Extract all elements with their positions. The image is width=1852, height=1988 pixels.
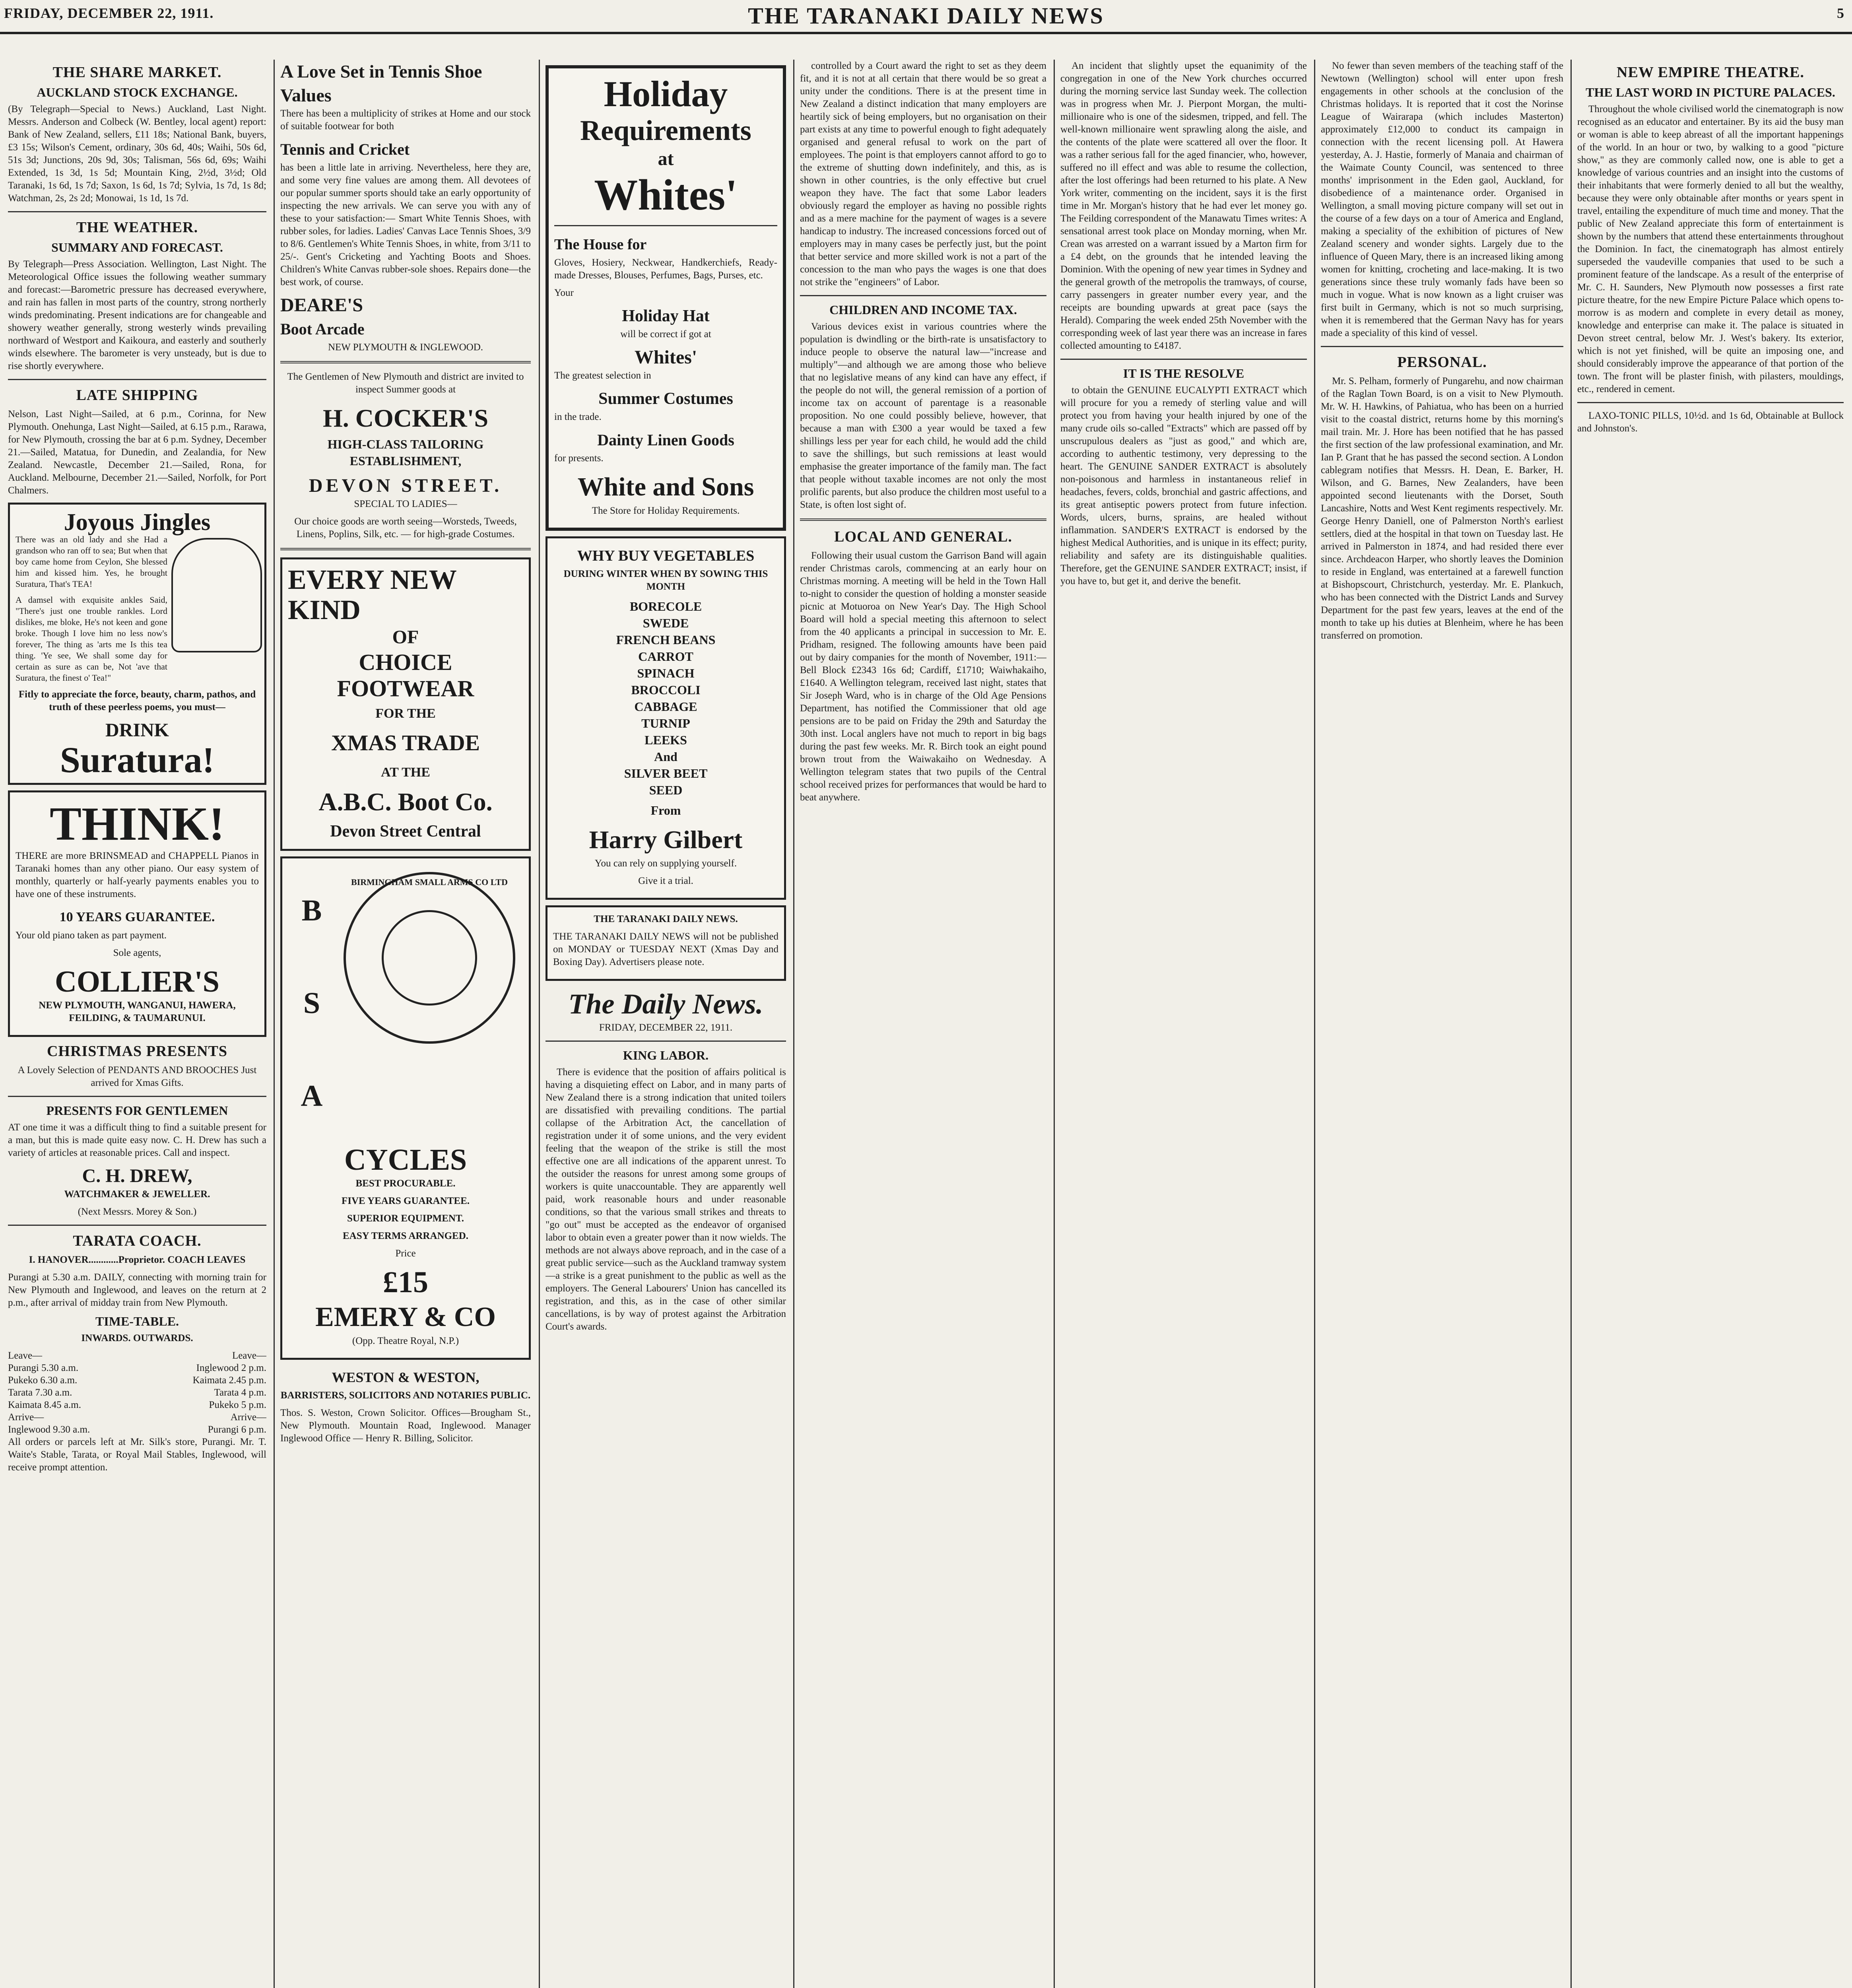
masthead-page-number: 5	[1837, 5, 1844, 21]
personal-text: Mr. S. Pelham, formerly of Pungarehu, and now chairman of the Raglan Town Board, is on a visit to New Plymouth. Mr. W. H. Hawkins, of Pahiatua, who has been on a hurried visit to the coastal district, returns home by this morning's mail train. Mr. J. Hore has been notified that he has passed the first section of the law professional examination, and Mr. Ian P. Grant that he has passed the second section. A London cablegram notifies that Messrs. H. Dean, E. Barker, H. Wilson, and G. Barnes, New Zealanders, have been appointed second lieutenants with the Dorset, South Lancashire, Notts and West Kent regiments respectively. Mr. George Henry Daniell, one of Palmerston North's earliest settlers, died at the hospital in that town on Tuesday last. He arrived in Palmerston in 1874, and had resided there ever since. Archdeacon Harper, who shortly leaves the Dominion to reside in England, was entertained at a farewell function at Bishopscourt, Christchurch, yesterday. Mr. E. Plankuch, who has been connected with the District Lands and Survey Department for the past few years, leaves at the end of the month to take up his duties at Blenheim, where he has been transferred on promotion.	[1321, 376, 1563, 641]
list-item: SPINACH	[637, 666, 695, 680]
list-item: CARROT	[638, 649, 693, 664]
whites-name: Whites'	[594, 171, 738, 219]
share-market-heading: THE SHARE MARKET.	[52, 64, 222, 81]
editorial-continued: controlled by a Court award the right to set as they deem fit, and it is not at all certain that there would be so great a unity under the conditions. There is at the present time in New Zealand a distinct indication that many employers are heartily sick of being employers, but no organisation on their part exists at any time to powerful enough to fight adequately organised and general refusal to work on the part of employees. The point is that employers cannot afford to go to the extreme of shutting down indefinitely, and this, as is shown in other countries, is the only effective but cruel weapon they have. The fact that some Labor leaders obviously regard the employer as having no possible rights and as a mere machine for the payment of wages is a severe handicap to industry. The increased concessions forced out of employers may in many cases be perfectly just, but the point that better service and more skilled work is not a part of the concession to the man who pays the wages is one that does not strike the "engineers" of Labor.	[800, 60, 1046, 287]
column-7	[1577, 60, 1844, 1988]
children-income-heading: CHILDREN AND INCOME TAX.	[829, 303, 1017, 317]
jingles-verse-3: Fitly to appreciate the force, beauty, charm, pathos, and truth of these peerless poems, you must—	[18, 689, 256, 712]
daily-news-title: The Daily News.	[568, 988, 763, 1020]
boot-devon: Devon Street Central	[330, 822, 481, 841]
bsa-letter: S	[303, 986, 320, 1020]
notice-text: THE TARANAKI DAILY NEWS will not be published on MONDAY or TUESDAY NEXT (Xmas Day and Boxing Day). Advertisers please note.	[553, 931, 778, 967]
gentlemen-text: AT one time it was a difficult thing to find a suitable present for a man, but this is made quite easy now. C. H. Drew has such a variety of articles at reasonable prices. Call and inspect.	[8, 1122, 266, 1158]
column-1	[8, 60, 266, 1988]
column-6	[1321, 60, 1563, 1988]
masthead-date: FRIDAY, DECEMBER 22, 1911.	[4, 5, 214, 21]
list-item: SEED	[649, 783, 683, 797]
theatre-text: Throughout the whole civilised world the cinematograph is now recognised as an educator and entertainer. By its aid the busy man or woman is able to keep abreast of all the important happenings of the world. In an hour or two, by walking to a good "picture show," as they are commonly called now, one is able to get a knowledge of various countries and an insight into the customs of their inhabitants that were formerly denied to all but the wealthy, because they were only obtainable after months or years spent in travel, entailing the expenditure of much time and money. That the public of New Zealand appreciate this form of entertainment is shown by the numbers that attend these entertainments throughout the Dominion. In fact, the cinematograph has almost entirely superseded the vaudeville companies that used to be such a prominent feature of the landscape. As a result of the enterprise of Mr. C. H. Saunders, New Plymouth now possesses a first rate picture theatre, for the new Empire Picture Palace which opens to-morrow is as modern and complete in every detail as money, knowledge and enterprise can make it. The palace is situated in Devon street central, below Mr. J. West's bakery. Its exterior, which is not yet finished, will be quite an imposing one, and should considerably improve the appearance of that portion of the town. The front will be plaster finish, with pilasters, mouldings, etc., rendered in cement.	[1577, 104, 1844, 394]
jingles-heading: Joyous Jingles	[64, 509, 211, 535]
list-item: CABBAGE	[634, 699, 697, 714]
divider	[8, 1225, 266, 1226]
think-text: THERE are more BRINSMEAD and CHAPPELL Pianos in Taranaki homes than any other piano. Our easy system of monthly, quarterly or half-yearly payments enables you to have one of these instruments.	[16, 850, 259, 899]
from-label: From	[650, 803, 681, 817]
emery-name: EMERY & CO	[315, 1302, 496, 1332]
think-heading: THINK!	[49, 797, 225, 850]
shipping-heading: LATE SHIPPING	[76, 387, 198, 404]
notice-box	[546, 905, 786, 981]
bsa-terms: EASY TERMS ARRANGED.	[342, 1231, 469, 1241]
weston-text: Thos. S. Weston, Crown Solicitor. Offices—Brougham St., New Plymouth. Mountain Road, Inglewood. Manager Inglewood Office — Henry R. Billing, Solicitor.	[280, 1408, 531, 1444]
drew-name: C. H. DREW,	[82, 1165, 192, 1186]
bsa-advert	[280, 856, 531, 1360]
list-item: BROCCOLI	[631, 683, 701, 697]
jingles-verse-2: A damsel with exquisite ankles Said, "There's just one trouble rankles. Lord dislikes, me bloke, He's not keen and gone broke. Though I love him no less now's forever, The thing as 'arts me Is this tea thing. 'Ye see, We shall some day for certain as sure as can be, Not 'ave that Suratura, the finest o' Tea!"	[16, 595, 167, 683]
theatre-heading: NEW EMPIRE THEATRE.	[1617, 64, 1804, 81]
tennis-cricket-heading: Tennis and Cricket	[280, 140, 410, 158]
share-market-text: (By Telegraph—Special to News.) Auckland, Last Night. Messrs. Anderson and Colbeck (W. Bentley, local agent) report: Bank of New Zealand, sellers, £11 18s; National Bank, buyers, £3 15s; Wilson's Cement, ordinary, 30s 6d, 40s; Waihi, 50s 6d, 51s 3d; Junctions, 20s 9d, 30s; Talisman, 56s 6d, 69s; Waihi Extended, 1s 3d, 1s 5d; Mountain King, 2½d, 3½d; Old Taranaki, 1s 6d, 1s 7d; Saxon, 1s 6d, 1s 7d; Sylvia, 1s 7d, 1s 8d; Watchman, 2s, 2s 2d; Monowai, 1s 1d, 1s 7d.	[8, 104, 266, 204]
king-labor-heading: KING LABOR.	[623, 1048, 709, 1062]
timetable-row: Kaimata 8.45 a.m. Pukeko 5 p.m.	[8, 1400, 266, 1410]
boot-xmas: XMAS TRADE	[331, 731, 480, 755]
weather-subheading: SUMMARY AND FORECAST.	[51, 240, 223, 254]
boot-for: FOR THE	[375, 706, 436, 721]
gentlemen-heading: PRESENTS FOR GENTLEMEN	[46, 1103, 228, 1118]
whites-advert	[546, 65, 786, 531]
gilbert-text: You can rely on supplying yourself.	[594, 858, 737, 869]
share-market-subheading: AUCKLAND STOCK EXCHANGE.	[37, 85, 238, 99]
whites-name-2: Whites'	[634, 347, 697, 368]
boot-heading: EVERY NEW KIND	[288, 565, 456, 625]
coach-heading: TARATA COACH.	[73, 1233, 202, 1249]
white-and-sons: White and Sons	[577, 472, 754, 501]
house-text: Gloves, Hosiery, Neckwear, Handkerchiefs, Ready-made Dresses, Blouses, Perfumes, Bags, Purses, etc.	[554, 257, 777, 281]
veg-list	[553, 598, 778, 798]
cocker-ladies-heading: SPECIAL TO LADIES—	[354, 499, 457, 509]
local-general-heading: LOCAL AND GENERAL.	[834, 528, 1012, 545]
personal-heading: PERSONAL.	[1397, 354, 1487, 371]
holiday-hat: Holiday Hat	[622, 307, 710, 325]
deare-address: NEW PLYMOUTH & INGLEWOOD.	[328, 342, 483, 353]
weston-name: WESTON & WESTON,	[332, 1369, 480, 1385]
coach-footer: All orders or parcels left at Mr. Silk's store, Purangi. Mr. T. Waite's Stable, Tarata, or Royal Mail Stables, Inglewood, will receive prompt attention.	[8, 1437, 266, 1473]
theatre-subheading: THE LAST WORD IN PICTURE PALACES.	[1586, 85, 1835, 99]
news-items: An incident that slightly upset the equanimity of the congregation in one of the New York churches occurred during the morning service last Sunday week. The collection was in progress when Mr. J. Pierpont Morgan, the multi-millionaire who is one of the sidesmen, tripped, and fell. The well-known millionaire went sprawling along the aisle, and the contents of the plate were scattered all over the floor. It was a rather serious fall for the aged financier, who, however, suffered no ill effect and was able to resume the collection, after the lost offerings had been returned to his plate. A New York writer, commenting on the incident, says it is the first time in Mr. Morgan's history that he had ever let money go. The Feilding correspondent of the Manawatu Times writes: A sensational arrest took place on Monday morning, when Mr. Crean was arrested on a warrant issued by a Marton firm for a £4 debt, on the grounds that he intended leaving the Dominion. With the opening of new year times in Sydney and the general growth of the metropolis the tramways, of course, carry passengers in greater number every year, and the receipts are bounding upwards at great pace (says the Herald). Comparing the week ended 25th November with the corresponding week of last year there was an increase in fares collected amounting to £4187.	[1060, 60, 1307, 351]
timetable-heading: TIME-TABLE.	[95, 1314, 179, 1328]
list-item: SWEDE	[643, 616, 689, 630]
bsa-cycles: CYCLES	[344, 1143, 467, 1176]
list-item: BORECOLE	[629, 599, 702, 613]
divider	[8, 211, 266, 212]
timetable-row: Leave— Leave—	[8, 1350, 266, 1361]
list-item: SILVER BEET	[624, 766, 708, 780]
list-item: FRENCH BEANS	[616, 633, 716, 647]
hat-text: will be correct if got at	[620, 329, 711, 340]
divider	[8, 379, 266, 380]
guarantee-label: 10 YEARS GUARANTEE.	[59, 910, 215, 924]
gilbert-trial: Give it a trial.	[638, 876, 693, 886]
timetable-row: Pukeko 6.30 a.m. Kaimata 2.45 p.m.	[8, 1375, 266, 1386]
coach-proprietor: I. HANOVER............Proprietor. COACH LEAVES	[29, 1254, 246, 1265]
list-item: TURNIP	[641, 716, 690, 730]
weather-heading: THE WEATHER.	[76, 219, 198, 236]
cocker-subheading: HIGH-CLASS TAILORING ESTABLISHMENT,	[327, 437, 484, 468]
whites-at: at	[658, 148, 674, 169]
think-text-2: Your old piano taken as part payment.	[16, 930, 167, 941]
column-rule	[539, 60, 540, 1988]
colliers-advert	[8, 790, 266, 1037]
list-item: And	[654, 749, 678, 764]
column-rule	[1314, 60, 1315, 1988]
cocker-intro: The Gentlemen of New Plymouth and district are invited to inspect Summer goods at	[287, 371, 524, 395]
cocker-heading: H. COCKER'S	[322, 404, 489, 432]
weather-text: By Telegraph—Press Association. Wellington, Last Night. The Meteorological Office issues the following weather summary and forecast:—Barometric pressure has decreased everywhere, and rain has fallen in most parts of the country, strong northerly winds predominating. Present indications are for changeable and showery weather generally, strong westerly winds prevailing northward of Westport and Kaikoura, and easterly and southerly winds elsewhere. The barometer is very unsteady, but is due to rise shortly everywhere.	[8, 259, 266, 371]
column-2	[280, 60, 531, 1988]
timetable-columns: INWARDS. OUTWARDS.	[81, 1333, 193, 1343]
column-3	[546, 60, 786, 1988]
column-rule	[274, 60, 275, 1988]
dainty-text: for presents.	[554, 453, 604, 464]
divider	[280, 361, 531, 363]
column-rule	[793, 60, 794, 1988]
bsa-logo-ring-text: BIRMINGHAM SMALL ARMS CO LTD	[351, 877, 508, 887]
list-item: LEEKS	[645, 733, 687, 747]
coach-text: Purangi at 5.30 a.m. DAILY, connecting with morning train for New Plymouth and Inglewood, and leaves on the return at 2 p.m., after arrival of midday train from New Plymouth.	[8, 1272, 266, 1308]
cocker-street: DEVON STREET.	[309, 475, 503, 496]
bsa-logo	[344, 872, 515, 1044]
colliers-address: NEW PLYMOUTH, WANGANUI, HAWERA, FEILDING, & TAUMARUNUI.	[39, 1000, 236, 1023]
gilbert-advert	[546, 536, 786, 900]
bsa-price-label: Price	[395, 1248, 416, 1259]
column-rule	[1571, 60, 1572, 1988]
timetable-row: Tarata 7.30 a.m. Tarata 4 p.m.	[8, 1387, 266, 1398]
bsa-best: BEST PROCURABLE.	[355, 1178, 456, 1189]
boot-abc: A.B.C. Boot Co.	[318, 788, 493, 816]
masthead-title: THE TARANAKI DAILY NEWS	[748, 3, 1104, 29]
house-heading: The House for	[554, 236, 647, 253]
cocker-ladies-text: Our choice goods are worth seeing—Worsteds, Tweeds, Linens, Poplins, Silk, etc. — for high-grade Costumes.	[294, 516, 517, 540]
children-income-text: Various devices exist in various countries where the population is dwindling or the birth-rate is unsatisfactory to induce people to observe the natural law—"increase and multiply"—and although we are among those who believe that no legislative means of any kind can have any effect, if the people do not will, the general remission of a portion of income tax on account of parentage is a reasonable proposition. No one could possibly believe, however, that because a man with £300 a year would be taxed a few shillings less per year for each child, he would add the child to save the shillings, but such remissions at least would emphasise the greater importance of the family man. The fact that people without taxable incomes are not only the most prolific parents, but also produce the children most useful to a State, is often lost sight of.	[800, 321, 1046, 510]
colliers-name: COLLIER'S	[55, 965, 219, 998]
divider	[8, 1096, 266, 1097]
boot-of: OF	[392, 627, 419, 648]
king-labor-text: There is evidence that the position of affairs political is having a disquieting effect on Labor, and in many parts of New Zealand there is a strong indication that united toilers are dissatisfied with prevailing conditions. The partial collapse of the Arbitration Act, the cancellation of registration under it of some unions, and the very evident feeling that the weapon of the strike is still the most effective one are all indications of the apparent unrest. To the outsider the reasons for unrest among some groups of workers is quite unaccountable. They are apparently well paid, work reasonable hours and under reasonable conditions, so that the various small strikes and threats to "go out" must be accepted as the endeavor of organised labor to obtain even a greater power than it now wields. The methods are not always above reproach, and in the case of a great public service—such as the Auckland tramway system—a strike is a great punishment to the public as well as the employers. The General Labourers' Union has cancelled its registration, and this, as in the case of other similar cancellations, is by way of protest against the Arbitration Court's awards.	[546, 1067, 786, 1332]
drink-label: DRINK	[105, 720, 169, 741]
abc-boot-advert	[280, 557, 531, 851]
local-general-text: Following their usual custom the Garrison Band will again render Christmas carols, commencing at an early hour on Christmas morning. A meeting will be held in the Town Hall to-night to consider the question of holding a monster seaside picnic at Motuoroa on New Year's Day. The High School Board will hold a special meeting this afternoon to select from the 40 applicants a principal in succession to Mr. E. Pridham, resigned. The following amounts have been paid out by dairy companies for the month of November, 1911:—Bell Block £2343 16s 6d; Cardiff, £1710; Waiwhakaiho, £1640. A Wellington telegram, received last night, states that Sir Joseph Ward, who is in charge of the Old Age Pensions Department, has notified the Commissioner that old age pensions are to be paid on Friday the 29th and Saturday the 30th inst. Local anglers have not much to report in big bags during the past few weeks. Mr. R. Birch took an eight pound brown trout from the Waiwakaiho on Wednesday. A Wellington telegram states that two pupils of the Central school received prizes for performances that would be hard to beat anywhere.	[800, 550, 1046, 803]
column-4	[800, 60, 1046, 1988]
weston-subtitle: BARRISTERS, SOLICITORS AND NOTARIES PUBLIC.	[280, 1390, 531, 1401]
summer-costumes: Summer Costumes	[598, 390, 733, 408]
suratura-bottle-icon	[171, 534, 259, 688]
whites-requirements: Requirements	[580, 115, 751, 146]
store-text: The Store for Holiday Requirements.	[592, 505, 740, 516]
emery-address: (Opp. Theatre Royal, N.P.)	[352, 1336, 459, 1346]
tennis-cricket-text: has been a little late in arriving. Nevertheless, here they are, and some very fine values are among them. All devotees of our popular summer sports should take an early opportunity of inspecting the new arrivals. We can serve you with any of these to your satisfaction:— Smart White Tennis Shoes, with rubber soles, for ladies. Ladies' Canvas Lace Tennis Shoes, 3/9 to 8/6. Gentlemen's White Tennis Shoes, in white, from 3/11 to 25/-. Gent's Cricketing and Yachting Boots and Shoes. Children's White Canvas rubber-sole shoes. Repairs done—the best work, of course.	[280, 162, 531, 287]
drew-address: (Next Messrs. Morey & Son.)	[78, 1206, 197, 1217]
bsa-equipment: SUPERIOR EQUIPMENT.	[347, 1213, 464, 1224]
timetable	[8, 1349, 266, 1436]
bsa-price: £15	[383, 1266, 428, 1299]
christmas-presents-text: A Lovely Selection of PENDANTS AND BROOCHES Just arrived for Xmas Gifts.	[17, 1065, 257, 1088]
laxo-advert: LAXO-TONIC PILLS, 10½d. and 1s 6d, Obtainable at Bullock and Johnston's.	[1577, 410, 1844, 434]
christmas-presents-heading: CHRISTMAS PRESENTS	[47, 1043, 228, 1060]
suratura-brand: Suratura!	[60, 740, 215, 780]
jingles-verse-1: There was an old lady and she Had a grandson who ran off to sea; But when that boy came home from Ceylon, She blessed him and kissed him. Yes, he brought Suratura, That's TEA!	[16, 534, 167, 589]
drew-subtitle: WATCHMAKER & JEWELLER.	[64, 1189, 210, 1200]
resolve-text: to obtain the GENUINE EUCALYPTI EXTRACT which will procure for you a remedy of sterling value and will protect you from having your health injured by one of the many crude oils so-called "Extracts" which are passed off by unscrupulous dealers as "just as good," and which are, according to authentic testimony, very depressing to the heart. The GENUINE SANDER EXTRACT is absolutely non-poisonous and harmless in instantaneous relief in headaches, fevers, colds, bronchial and gastric affections, and its great antiseptic powers protect from future infection. Words, ulcers, burns, sprains, are healed without inflammation. SANDER'S EXTRACT is endorsed by the highest Medical Authorities, and is unique in its effect; purity, reliability and safety are its distinguishable qualities. Therefore, get the GENUINE SANDER EXTRACT; insist, if you have to, but get it, and derive the benefit.	[1060, 385, 1307, 586]
suratura-advert	[8, 503, 266, 785]
bsa-letter: A	[301, 1079, 323, 1113]
boot-at: AT THE	[381, 765, 430, 780]
deare-heading: DEARE'S	[280, 295, 363, 316]
sole-agents-label: Sole agents,	[113, 947, 161, 958]
divider	[280, 548, 531, 550]
timetable-row: Arrive— Arrive—	[8, 1412, 266, 1423]
your-label: Your	[554, 287, 574, 298]
news-items: No fewer than seven members of the teaching staff of the Newtown (Wellington) school will enter upon fresh engagements in other schools at the conclusion of the Christmas holidays. It is reported that it cost the Norinse League of Wairarapa (which includes Masterton) approximately £12,000 to conduct its campaign in connection with the recent licensing poll. At Hawera yesterday, A. J. Hastie, formerly of Manaia and chairman of the Waimate County Council, was sentenced to three months' imprisonment in the Eden gaol, Auckland, for disobedience of a maintenance order. Organised in Wellington, a small moving picture company will set out in the course of a few days on a tour of America and England, making a speciality of the exhibition of pictures of New Zealand scenery and wonder sights. Largely due to the influence of Queen Mary, there is an increased liking among women for knitting, crocheting and lace-making. It is two generations since these truly womanly fads have been so much in vogue. What is now known as a light cruiser was first built in Germany, which is not so much surprising, when it is remembered that the German Navy has for years made a speciality of this kind of vessel.	[1321, 60, 1563, 338]
bsa-logo-inner-icon	[382, 910, 477, 1006]
masthead	[0, 0, 1852, 34]
whites-holiday: Holiday	[604, 74, 728, 114]
deare-subheading: Boot Arcade	[280, 320, 365, 338]
veg-subheading: DURING WINTER WHEN BY SOWING THIS MONTH	[563, 569, 768, 592]
daily-news-date: FRIDAY, DECEMBER 22, 1911.	[599, 1022, 733, 1033]
resolve-heading: IT IS THE RESOLVE	[1123, 366, 1244, 381]
column-rule	[1054, 60, 1055, 1988]
love-set-text: There has been a multiplicity of strikes at Home and our stock of suitable footwear for both	[280, 108, 531, 132]
notice-heading: THE TARANAKI DAILY NEWS.	[594, 914, 738, 924]
in-trade: in the trade.	[554, 412, 602, 422]
bsa-guarantee: FIVE YEARS GUARANTEE.	[341, 1196, 470, 1206]
gilbert-name: Harry Gilbert	[589, 825, 743, 854]
timetable-row: Purangi 5.30 a.m. Inglewood 2 p.m.	[8, 1363, 266, 1373]
bsa-letter: B	[301, 893, 322, 927]
boot-choice: CHOICE FOOTWEAR	[337, 649, 474, 701]
love-set-heading: A Love Set in Tennis Shoe Values	[280, 61, 482, 105]
greatest-text: The greatest selection in	[554, 370, 651, 381]
shipping-text: Nelson, Last Night—Sailed, at 6 p.m., Corinna, for New Plymouth. Onehunga, Last Night—Sailed, at 6.15 p.m., Rarawa, for New Plymouth, crossing the bar at 6 p.m. Sydney, December 21.—Sailed, Matatua, for Dunedin, and Zealandia, for New Zealand. Newcastle, December 21.—Sailed, Rona, for Auckland. Melbourne, December 21.—Sailed, Norfolk, for Port Chalmers.	[8, 409, 266, 496]
timetable-row: Inglewood 9.30 a.m. Purangi 6 p.m.	[8, 1424, 266, 1435]
dainty-linen: Dainty Linen Goods	[597, 431, 734, 449]
column-5	[1060, 60, 1307, 1988]
veg-heading: WHY BUY VEGETABLES	[577, 547, 755, 564]
